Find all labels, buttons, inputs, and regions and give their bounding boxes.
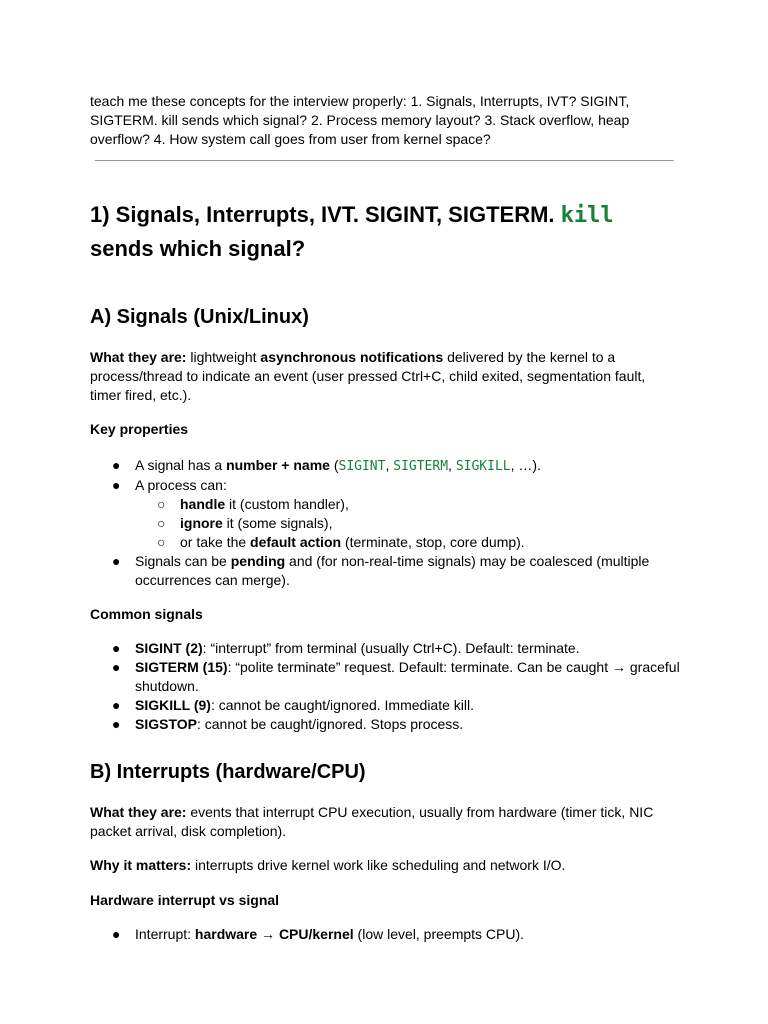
kp1-sep: , xyxy=(385,457,394,473)
ignore-bold: ignore xyxy=(180,515,223,531)
answer-content xyxy=(90,198,680,944)
signals-definition-text-2: delivered by the kernel to a process/thread to indicate an event (user pressed Ctrl+C, child exited, segmentation fault, timer fired, etc.). xyxy=(90,349,646,403)
signals-definition-label: What they are: xyxy=(90,349,187,365)
key-properties-heading xyxy=(90,420,680,439)
interrupts-definition-label: What they are: xyxy=(90,804,187,820)
default-action-text: (terminate, stop, core dump). xyxy=(341,534,525,550)
kp1-sep: , xyxy=(448,457,456,473)
interrupts-heading: B) Interrupts (hardware/CPU) xyxy=(90,761,366,783)
bullet-icon: ● xyxy=(112,457,121,473)
list-item xyxy=(90,658,680,696)
key-properties-list xyxy=(90,456,680,590)
sigterm-bold: SIGTERM (15) xyxy=(135,659,228,675)
sigkill-bold: SIGKILL (9) xyxy=(135,697,211,713)
kp3-tail: and (for non-real-time signals) may be coalesced (multiple occurrences can merge). xyxy=(135,553,650,588)
list-item xyxy=(90,925,680,944)
sigkill-code: SIGKILL xyxy=(455,459,511,474)
sigkill-desc: : cannot be caught/ignored. Immediate kill. xyxy=(210,697,475,713)
user-prompt xyxy=(90,92,650,149)
user-prompt-text: teach me these concepts for the interview properly: 1. Signals, Interrupts, IVT? SIGINT, SIGTERM. kill sends which signal? 2. Process memory layout? 3. Stack overflow, heap overflow? 4. How system call goes from user from kernel space? xyxy=(90,93,630,147)
horizontal-divider xyxy=(95,160,674,161)
bullet-icon: ● xyxy=(112,553,121,569)
interrupt-tail: (low level, preempts CPU). xyxy=(353,926,525,942)
signals-definition xyxy=(90,348,680,405)
list-item xyxy=(90,552,680,590)
sub-bullet-icon: ○ xyxy=(157,534,166,550)
why-it-matters-label: Why it matters: xyxy=(90,857,192,873)
kp2-text: A process can: xyxy=(135,477,227,493)
list-item xyxy=(90,476,680,552)
sigint-desc: : “interrupt” from terminal (usually Ctrl+C). Default: terminate. xyxy=(202,640,580,656)
why-it-matters-text: interrupts drive kernel work like scheduling and network I/O. xyxy=(191,857,566,873)
list-item xyxy=(90,696,680,715)
interrupts-definition xyxy=(90,803,680,841)
interrupts-definition-text: events that interrupt CPU execution, usually from hardware (timer tick, NIC packet arrival, disk completion). xyxy=(90,804,654,839)
kp1-open: ( xyxy=(329,457,339,473)
hw-vs-signal-list xyxy=(90,925,680,944)
why-it-matters xyxy=(90,856,680,875)
sub-bullet-icon: ○ xyxy=(157,515,166,531)
bullet-icon: ● xyxy=(112,659,121,675)
ignore-text: it (some signals), xyxy=(222,515,333,531)
bullet-icon: ● xyxy=(112,640,121,656)
sigterm-code: SIGTERM xyxy=(393,459,449,474)
section-1-title xyxy=(90,198,680,265)
list-item xyxy=(90,456,680,476)
signals-definition-text-1: lightweight xyxy=(186,349,261,365)
common-signals-list xyxy=(90,639,680,734)
process-can-sublist xyxy=(135,495,680,552)
section-1-title-tail: sends which signal? xyxy=(90,236,306,261)
kp1-bold: number + name xyxy=(226,457,330,473)
list-item xyxy=(135,514,680,533)
handle-text: it (custom handler), xyxy=(225,496,349,512)
default-action-pre: or take the xyxy=(180,534,251,550)
sigstop-desc: : cannot be caught/ignored. Stops process. xyxy=(196,716,464,732)
section-1-title-text: 1) Signals, Interrupts, IVT. SIGINT, SIGTERM. xyxy=(90,202,561,227)
list-item xyxy=(90,639,680,658)
hw-vs-signal-heading xyxy=(90,891,680,910)
default-action-bold: default action xyxy=(250,534,342,550)
list-item xyxy=(135,495,680,514)
sub-bullet-icon: ○ xyxy=(157,496,166,512)
handle-bold: handle xyxy=(180,496,226,512)
kp1-tail: , …). xyxy=(510,457,541,473)
sigint-code: SIGINT xyxy=(338,459,386,474)
pending-bold: pending xyxy=(230,553,286,569)
signals-heading: A) Signals (Unix/Linux) xyxy=(90,306,309,328)
common-signals-heading-text: Common signals xyxy=(90,606,203,622)
common-signals-heading xyxy=(90,605,680,624)
kill-command-code: kill xyxy=(560,203,614,228)
bullet-icon: ● xyxy=(112,697,121,713)
bullet-icon: ● xyxy=(112,716,121,732)
hw-vs-signal-heading-text: Hardware interrupt vs signal xyxy=(90,892,280,908)
interrupt-pre: Interrupt: xyxy=(135,926,195,942)
bullet-icon: ● xyxy=(112,926,121,942)
bullet-icon: ● xyxy=(112,477,121,493)
kp1-text: A signal has a xyxy=(135,457,227,473)
sigstop-bold: SIGSTOP xyxy=(135,716,197,732)
sigterm-desc: : “polite terminate” request. Default: terminate. Can be caught → graceful shutdown. xyxy=(135,659,680,694)
signals-definition-bold: asynchronous notifications xyxy=(260,349,444,365)
sigint-bold: SIGINT (2) xyxy=(135,640,203,656)
list-item xyxy=(135,533,680,552)
kp3-text: Signals can be xyxy=(135,553,231,569)
list-item xyxy=(90,715,680,734)
interrupt-bold: hardware → CPU/kernel xyxy=(194,926,354,942)
key-properties-heading-text: Key properties xyxy=(90,421,189,437)
